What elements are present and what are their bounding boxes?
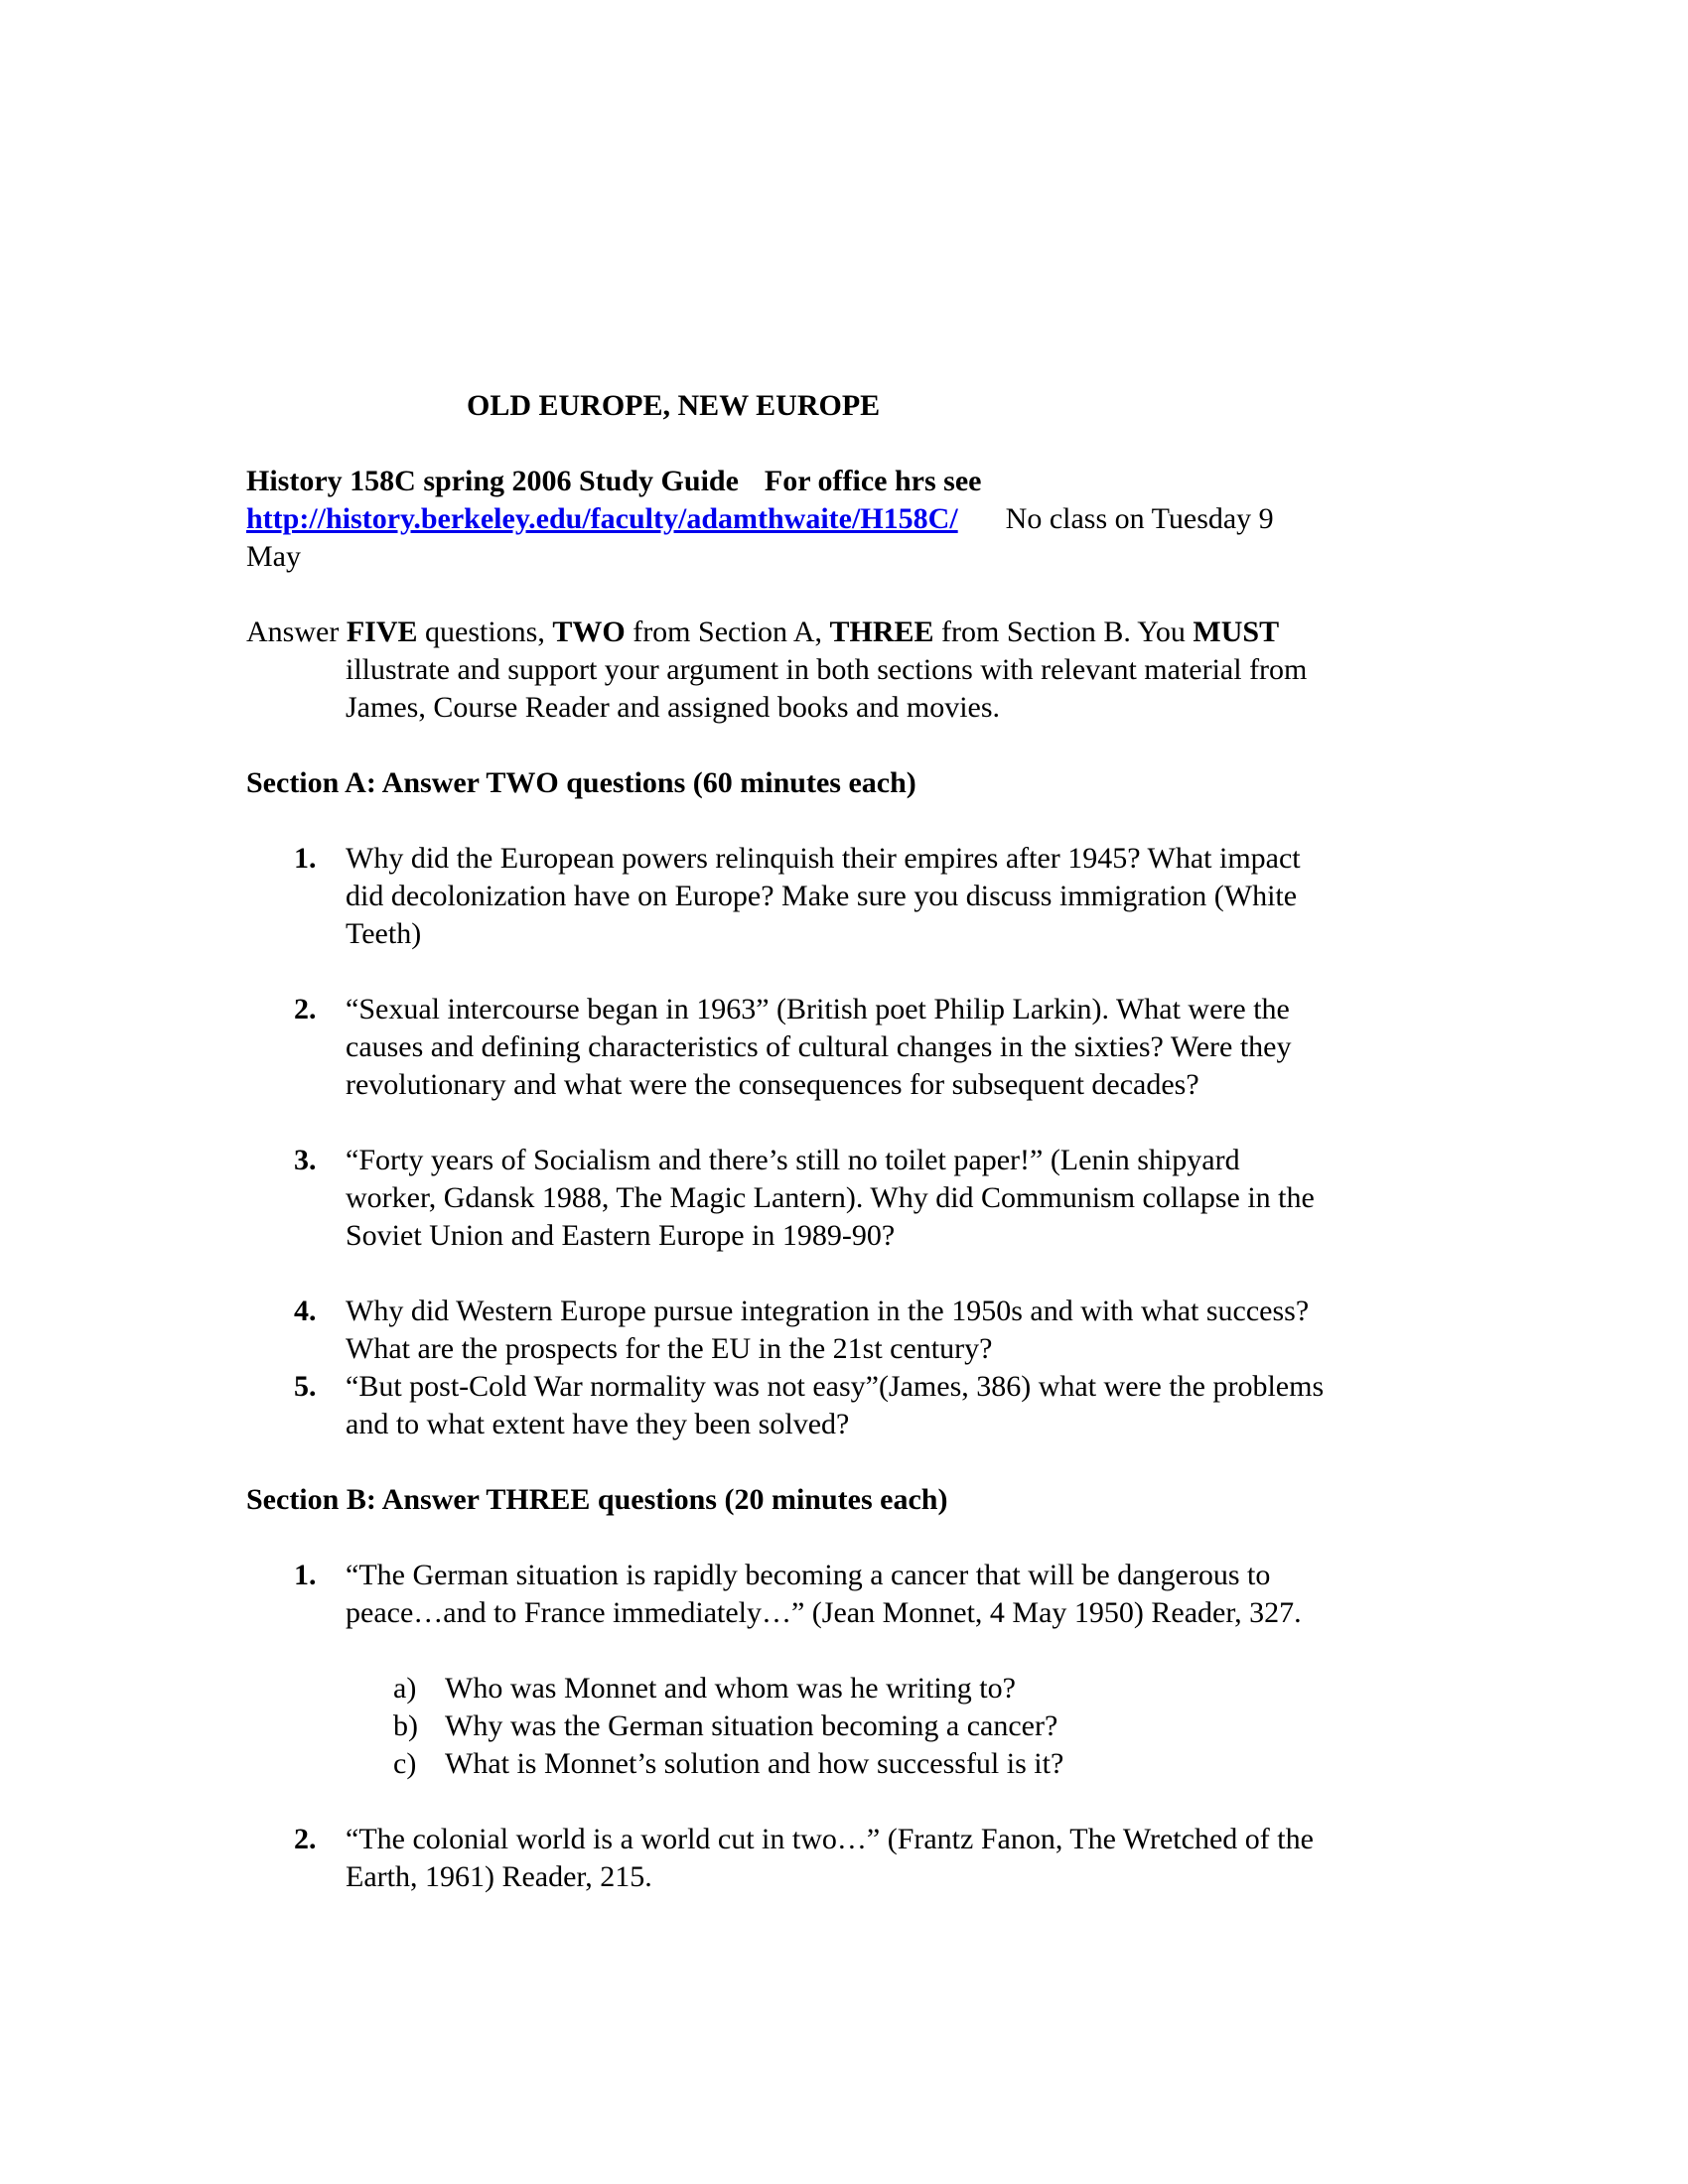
question-line: “Sexual intercourse began in 1963” (British poet Philip Larkin). What were the [346, 993, 1290, 1025]
section-a-question-1 [294, 840, 1466, 953]
instructions-line-3: James, Course Reader and assigned books and movies. [346, 691, 1001, 724]
question-line: “The colonial world is a world cut in two…” (Frantz Fanon, The Wretched of the [346, 1823, 1314, 1855]
question-line: Why did the European powers relinquish their empires after 1945? What impact [346, 842, 1301, 875]
question-line: What are the prospects for the EU in the 21st century? [346, 1332, 993, 1365]
question-number: 2. [294, 993, 317, 1025]
sub-question-b [393, 1707, 1386, 1745]
question-line: revolutionary and what were the consequences for subsequent decades? [346, 1068, 1199, 1101]
question-number: 1. [294, 1559, 317, 1591]
sub-question-label: b) [393, 1709, 418, 1742]
section-a-question-3 [294, 1142, 1466, 1255]
question-line: peace…and to France immediately…” (Jean Monnet, 4 May 1950) Reader, 327. [346, 1596, 1302, 1629]
no-class-notice-cont: May [246, 540, 301, 573]
course-link-line [246, 500, 1274, 538]
question-line: Soviet Union and Eastern Europe in 1989-90? [346, 1219, 896, 1252]
sub-question-c [393, 1745, 1386, 1783]
question-line: “The German situation is rapidly becoming a cancer that will be dangerous to [346, 1559, 1271, 1591]
sub-question-text: What is Monnet’s solution and how successful is it? [445, 1747, 1064, 1780]
question-number: 1. [294, 842, 317, 875]
sub-question-a [393, 1670, 1386, 1707]
section-a-question-2 [294, 991, 1466, 1104]
question-line: worker, Gdansk 1988, The Magic Lantern). Why did Communism collapse in the [346, 1181, 1315, 1214]
sub-question-label: a) [393, 1672, 417, 1705]
instructions [246, 614, 1438, 727]
office-hours-label: For office hrs see [764, 465, 982, 497]
instructions-line-1: Answer FIVE questions, TWO from Section A, THREE from Section B. You MUST [246, 615, 1280, 648]
course-link[interactable]: http://history.berkeley.edu/faculty/adamthwaite/H158C/ [246, 502, 958, 535]
sub-question-text: Who was Monnet and whom was he writing to? [445, 1672, 1016, 1705]
no-class-notice: No class on Tuesday 9 [1005, 502, 1274, 535]
question-line: “But post-Cold War normality was not easy”(James, 386) what were the problems [346, 1370, 1325, 1403]
question-line: Why did Western Europe pursue integration in the 1950s and with what success? [346, 1295, 1310, 1327]
question-line: causes and defining characteristics of cultural changes in the sixties? Were they [346, 1030, 1292, 1063]
section-a-title: Section A: Answer TWO questions (60 minutes each) [246, 766, 916, 799]
section-a-question-5 [294, 1368, 1466, 1443]
question-line: Teeth) [346, 917, 422, 950]
instructions-line-2: illustrate and support your argument in both sections with relevant material from [346, 653, 1308, 686]
question-line: “Forty years of Socialism and there’s still no toilet paper!” (Lenin shipyard [346, 1144, 1240, 1176]
section-b-question-2 [294, 1821, 1466, 1896]
question-number: 2. [294, 1823, 317, 1855]
course-name: History 158C spring 2006 Study Guide [246, 465, 739, 497]
question-line: Earth, 1961) Reader, 215. [346, 1860, 652, 1893]
page-title: OLD EUROPE, NEW EUROPE [467, 389, 881, 422]
question-number: 5. [294, 1370, 317, 1403]
question-number: 3. [294, 1144, 317, 1176]
question-number: 4. [294, 1295, 317, 1327]
sub-question-label: c) [393, 1747, 417, 1780]
section-b-question-1 [294, 1557, 1466, 1632]
sub-question-text: Why was the German situation becoming a cancer? [445, 1709, 1058, 1742]
section-b-title: Section B: Answer THREE questions (20 minutes each) [246, 1483, 948, 1516]
course-header [246, 463, 981, 500]
question-line: did decolonization have on Europe? Make sure you discuss immigration (White [346, 880, 1298, 912]
question-line: and to what extent have they been solved? [346, 1408, 850, 1440]
section-a-question-4 [294, 1293, 1466, 1368]
